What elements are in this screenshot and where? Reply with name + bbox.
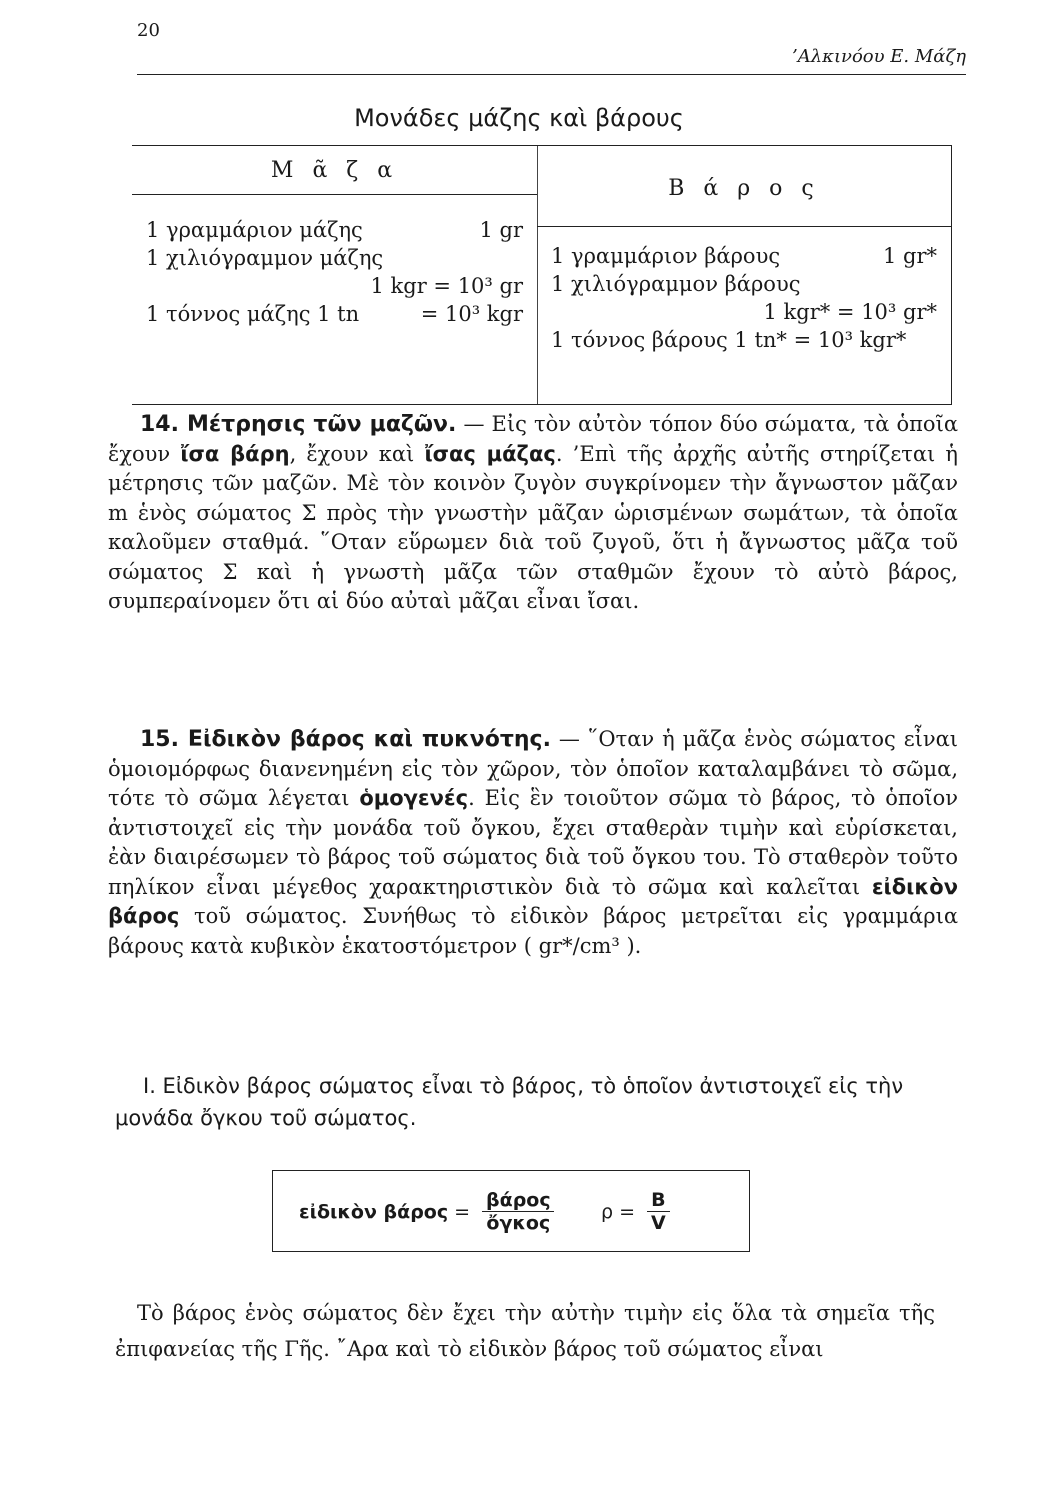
table-row bbox=[551, 298, 937, 326]
text-run: . ’Επὶ τῆς ἀρχῆς αὐτῆς στηρίζεται ἡ μέτρησις τῶν μαζῶν. Μὲ τὸν κοινὸν ζυγὸν συγκρίνομεν τὴν ἄγνωστον μᾶζαν m ἑνὸς σώματος Σ πρὸς τὴν γνωστὴν μᾶζαν ὡρισμένων σωμάτων, τὰ ὁποῖα καλοῦμεν σταθμά. ῞Οταν εὕρωμεν διὰ τοῦ ζυγοῦ, ὅτι ἡ ἄγνωστος μᾶζα τοῦ σώματος Σ καὶ ἡ γνωστὴ μᾶζα τῶν σταθμῶν ἔχουν τὸ αὐτὸ βάρος, συμπεραίνομεν ὅτι αἱ δύο αὐταὶ μᾶζαι εἶναι ἴσαι. bbox=[108, 441, 959, 613]
weight-rows bbox=[551, 242, 937, 354]
table-row bbox=[551, 270, 937, 298]
rule-statement: I. Εἰδικὸν βάρος σώματος εἶναι τὸ βάρος, τὸ ὁποῖον ἀντιστοιχεῖ εἰς τὴν μονάδα ὄγκου τοῦ σώματος. bbox=[115, 1074, 904, 1130]
page-number: 20 bbox=[137, 20, 160, 41]
table-title: Μονάδες μάζης καὶ βάρους bbox=[354, 104, 684, 132]
table-row bbox=[146, 216, 523, 244]
header-rule bbox=[137, 74, 966, 75]
table-row bbox=[551, 242, 937, 270]
section-14 bbox=[108, 410, 958, 617]
row-label: 1 χιλιόγραμμον βάρους bbox=[551, 272, 801, 296]
formula-equals: = bbox=[454, 1200, 471, 1223]
mass-rows bbox=[146, 216, 523, 328]
formula-words bbox=[299, 1189, 555, 1234]
row-value: 1 gr bbox=[479, 218, 523, 242]
fraction-numerator: B bbox=[651, 1189, 666, 1211]
mass-column bbox=[132, 146, 537, 404]
formula-box bbox=[272, 1170, 750, 1252]
section-15-paragraph bbox=[108, 725, 958, 961]
fraction bbox=[647, 1189, 670, 1234]
table-row bbox=[146, 300, 523, 328]
row-value: 1 gr* bbox=[882, 244, 937, 268]
emphasis-homogeneous: ὁμογενές bbox=[359, 786, 469, 810]
weight-heading: Β ά ρ ο ς bbox=[668, 176, 820, 201]
running-head: ’Αλκινόου Ε. Μάζη bbox=[792, 46, 966, 67]
emphasis-equal-weights: ἴσα βάρη bbox=[180, 441, 290, 466]
section-14-paragraph bbox=[108, 410, 958, 617]
text-run: , ἔχουν καὶ bbox=[289, 441, 425, 466]
section-15-title: 15. Εἰδικὸν βάρος καὶ πυκνότης. bbox=[140, 727, 551, 752]
formula-equals: = bbox=[619, 1200, 635, 1223]
text-run: τοῦ σώματος. Συνήθως τὸ εἰδικὸν βάρος μετρεῖται εἰς γραμμάρια βάρους κατὰ κυβικὸν ἑκατοστόμετρον ( gr*/cm³ ). bbox=[108, 904, 958, 958]
weight-heading-rule bbox=[537, 226, 951, 227]
row-label: 1 τόννος μάζης 1 tn bbox=[146, 302, 360, 326]
mass-heading: Μ ᾶ ζ α bbox=[270, 158, 399, 183]
fraction bbox=[482, 1189, 555, 1234]
mass-heading-rule bbox=[132, 194, 537, 195]
row-value: 1 kgr = 10³ gr bbox=[370, 274, 523, 298]
text-run: . Εἰς ἓν τοιοῦτον σῶμα τὸ βάρος, τὸ ὁποῖον ἀντιστοιχεῖ εἰς τὴν μονάδα τοῦ ὄγκου, ἔχει σταθερὰν τιμὴν καὶ εὑρίσκεται, ἐὰν διαιρέσωμεν τὸ βάρος τοῦ σώματος διὰ τοῦ ὄγκου του. Τὸ σταθερὸν τοῦτο πηλίκον εἶναι μέγεθος χαρακτηριστικὸν διὰ τὸ σῶμα καὶ καλεῖται bbox=[108, 786, 958, 899]
units-table bbox=[132, 145, 952, 405]
row-label: 1 χιλιόγραμμον μάζης bbox=[146, 246, 384, 270]
row-label: 1 γραμμάριον μάζης bbox=[146, 218, 363, 242]
table-row bbox=[551, 326, 937, 354]
formula-symbols bbox=[601, 1189, 670, 1234]
fraction-denominator: V bbox=[647, 1211, 670, 1234]
formula-lhs: εἰδικὸν βάρος bbox=[299, 1200, 449, 1223]
row-value: 1 kgr* = 10³ gr* bbox=[763, 300, 937, 324]
fraction-denominator: ὄγκος bbox=[482, 1211, 554, 1234]
row-value: = 10³ kgr bbox=[420, 302, 523, 326]
closing-paragraph: Τὸ βάρος ἑνὸς σώματος δὲν ἔχει τὴν αὐτὴν τιμὴν εἰς ὅλα τὰ σημεῖα τῆς ἐπιφανείας τῆς Γῆς. ῎Αρα καὶ τὸ εἰδικὸν βάρος τοῦ σώματος εἶναι bbox=[115, 1301, 935, 1361]
emphasis-specific-weight: εἰδικὸν βάρος bbox=[108, 874, 958, 928]
formula-symbol: ρ bbox=[601, 1200, 614, 1223]
section-15 bbox=[108, 725, 958, 961]
section-14-title: 14. Μέτρησις τῶν μαζῶν. bbox=[140, 412, 457, 437]
row-label: 1 γραμμάριον βάρους bbox=[551, 244, 781, 268]
table-row bbox=[146, 244, 523, 272]
table-row bbox=[146, 272, 523, 300]
row-label: 1 τόννος βάρους 1 tn* = 10³ kgr* bbox=[551, 328, 907, 352]
fraction-numerator: βάρος bbox=[486, 1189, 551, 1211]
emphasis-equal-masses: ἴσας μάζας bbox=[424, 441, 556, 466]
text-run: — ῞Οταν ἡ μᾶζα ἑνὸς σώματος εἶναι ὁμοιομόρφως διανενημένη εἰς τὸν χῶρον, τὸν ὁποῖον καταλαμβάνει τὸ σῶμα, τότε τὸ σῶμα λέγεται bbox=[108, 727, 958, 810]
text-run: — Εἰς τὸν αὐτὸν τόπον δύο σώματα, τὰ ὁποῖα ἔχουν bbox=[108, 412, 958, 466]
weight-column bbox=[537, 146, 951, 404]
